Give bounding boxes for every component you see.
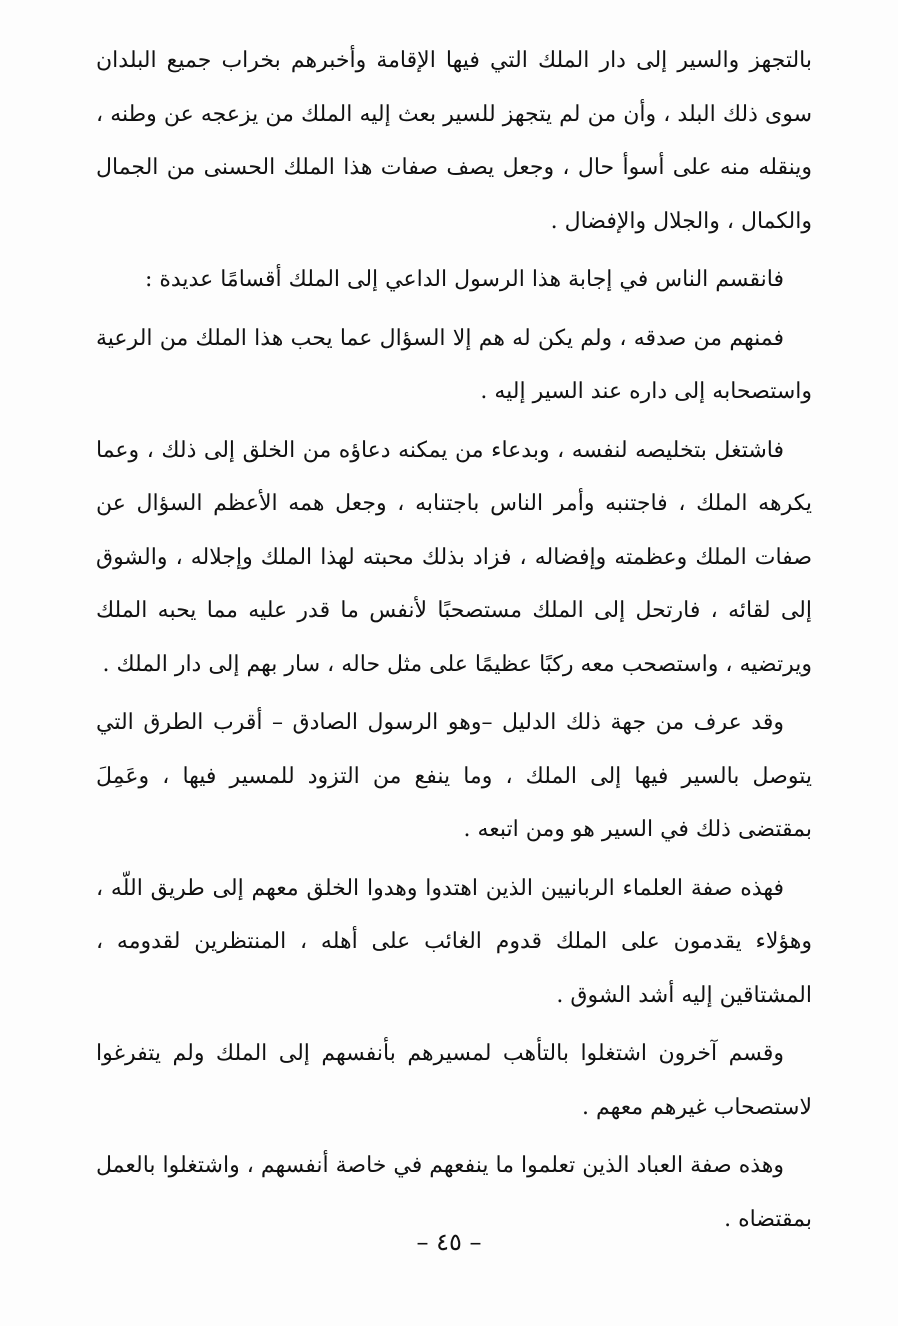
paragraph: وهذه صفة العباد الذين تعلموا ما ينفعهم في خاصة أنفسهم ، واشتغلوا بالعمل بمقتضاه . bbox=[96, 1153, 812, 1232]
page-number: – ٤٥ – bbox=[416, 1228, 482, 1256]
paragraph: فمنهم من صدقه ، ولم يكن له هم إلا السؤال عما يحب هذا الملك من الرعية واستصحابه إلى داره عند السير إليه . bbox=[96, 325, 812, 404]
paragraph: فهذه صفة العلماء الربانيين الذين اهتدوا وهدوا الخلق معهم إلى طريق اللّه ، وهؤلاء يقدمون على الملك قدوم الغائب على أهله ، المنتظرين لقدومه ، المشتاقين إليه أشد الشوق . bbox=[96, 875, 812, 1008]
paragraph: وقد عرف من جهة ذلك الدليل –وهو الرسول الصادق – أقرب الطرق التي يتوصل بالسير فيها إلى الملك ، وما ينفع من التزود للمسير فيها ، وعَمِلَ بمقتضى ذلك في السير هو ومن اتبعه . bbox=[96, 710, 812, 842]
paragraph: فاشتغل بتخليصه لنفسه ، وبدعاء من يمكنه دعاؤه من الخلق إلى ذلك ، وعما يكرهه الملك ، فاجتنبه وأمر الناس باجتنابه ، وجعل همه الأعظم السؤال عن صفات الملك وعظمته وإفضاله ، فزاد بذلك محبته لهذا الملك وإجلاله ، والشوق إلى لقائه ، فارتحل إلى الملك مستصحبًا لأنفس ما قدر عليه مما يحبه الملك ويرتضيه ، واستصحب معه ركبًا عظيمًا على مثل حاله ، سار بهم إلى دار الملك . bbox=[96, 437, 812, 677]
page-body-text bbox=[96, 34, 812, 1251]
paragraph-continuation: بالتجهز والسير إلى دار الملك التي فيها الإقامة وأخبرهم بخراب جميع البلدان سوى ذلك البلد ، وأن من لم يتجهز للسير بعث إليه الملك من يزعجه عن وطنه ، وينقله منه على أسوأ حال ، وجعل يصف صفات هذا الملك الحسنى من الجمال والكمال ، والجلال والإفضال . bbox=[96, 48, 812, 234]
paragraph: وقسم آخرون اشتغلوا بالتأهب لمسيرهم بأنفسهم إلى الملك ولم يتفرغوا لاستصحاب غيرهم معهم . bbox=[96, 1041, 812, 1120]
paragraph: فانقسم الناس في إجابة هذا الرسول الداعي إلى الملك أقسامًا عديدة : bbox=[144, 267, 784, 292]
